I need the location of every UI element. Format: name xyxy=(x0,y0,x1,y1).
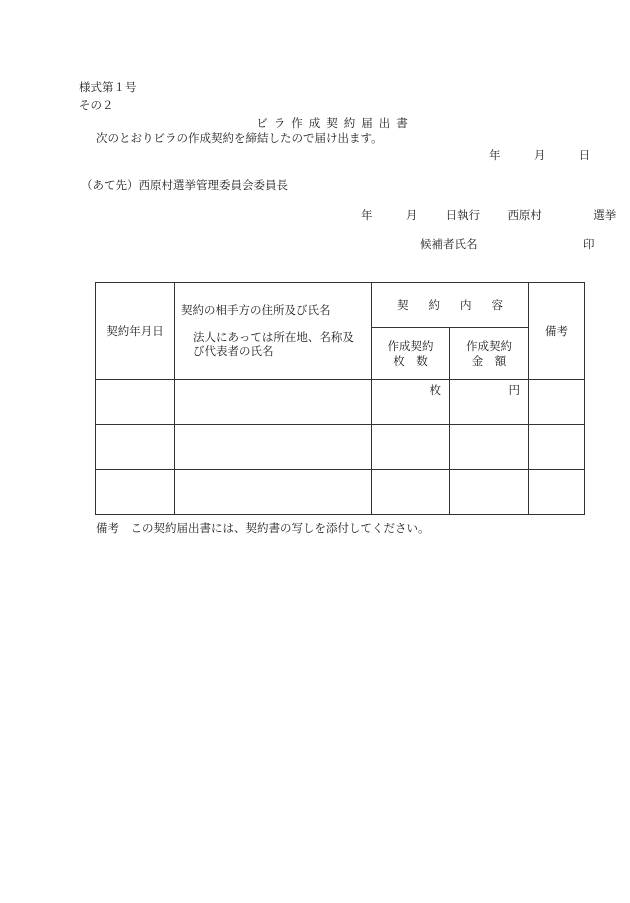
cell-remarks[interactable] xyxy=(529,425,585,470)
addressee: （あて先）西原村選挙管理委員会委員長 xyxy=(81,178,288,192)
intro-text: 次のとおりビラの作成契約を締結したので届け出ます。 xyxy=(96,131,383,145)
footer-remark: 備考 この契約届出書には、契約書の写しを添付してください。 xyxy=(96,521,430,535)
header-amount-line1: 作成契約 xyxy=(466,339,512,354)
candidate-name-label: 候補者氏名 xyxy=(420,237,478,251)
exec-month-label: 月 xyxy=(405,208,418,222)
header-partner-line2: 法人にあっては所在地、名称及び代表者の氏名 xyxy=(193,329,354,359)
form-sub-number: その２ xyxy=(79,98,114,112)
header-count xyxy=(372,328,450,380)
contract-table xyxy=(95,282,585,515)
exec-day-label: 日執行 xyxy=(445,208,481,222)
cell-amount[interactable] xyxy=(450,470,529,515)
header-amount xyxy=(450,328,529,380)
cell-date[interactable] xyxy=(96,380,175,425)
cell-count[interactable] xyxy=(372,425,450,470)
header-amount-line2: 金 額 xyxy=(471,353,507,368)
village-name: 西原村 xyxy=(507,208,542,222)
header-contract-details: 契約内容 xyxy=(372,283,529,328)
form-number: 様式第１号 xyxy=(79,80,137,94)
header-contract-date: 契約年月日 xyxy=(96,283,175,380)
header-count-line2: 枚 数 xyxy=(393,353,428,368)
election-label: 選挙 xyxy=(593,208,617,222)
cell-remarks[interactable] xyxy=(529,470,585,515)
cell-remarks[interactable] xyxy=(529,380,585,425)
cell-date[interactable] xyxy=(96,425,175,470)
date-year-label: 年 xyxy=(489,148,501,162)
cell-date[interactable] xyxy=(96,470,175,515)
table-row xyxy=(96,470,585,515)
header-count-line1: 作成契約 xyxy=(387,339,434,354)
header-partner-line1: 契約の相手方の住所及び氏名 xyxy=(181,303,331,318)
table-row xyxy=(96,425,585,470)
document-title: ビラ作成契約届出書 xyxy=(256,116,414,130)
seal-mark: 印 xyxy=(583,237,595,251)
date-day-label: 日 xyxy=(578,148,591,162)
table-row xyxy=(96,380,585,425)
election-execution-line xyxy=(361,210,616,222)
header-remarks: 備考 xyxy=(529,283,585,380)
cell-amount[interactable]: 円 xyxy=(450,380,529,425)
cell-count[interactable] xyxy=(372,470,450,515)
cell-partner[interactable] xyxy=(175,380,372,425)
cell-partner[interactable] xyxy=(175,470,372,515)
date-month-label: 月 xyxy=(533,148,546,162)
submission-date xyxy=(489,150,590,162)
header-partner xyxy=(175,283,372,380)
exec-year-label: 年 xyxy=(361,208,373,222)
cell-partner[interactable] xyxy=(175,425,372,470)
cell-amount[interactable] xyxy=(450,425,529,470)
cell-count[interactable]: 枚 xyxy=(372,380,450,425)
